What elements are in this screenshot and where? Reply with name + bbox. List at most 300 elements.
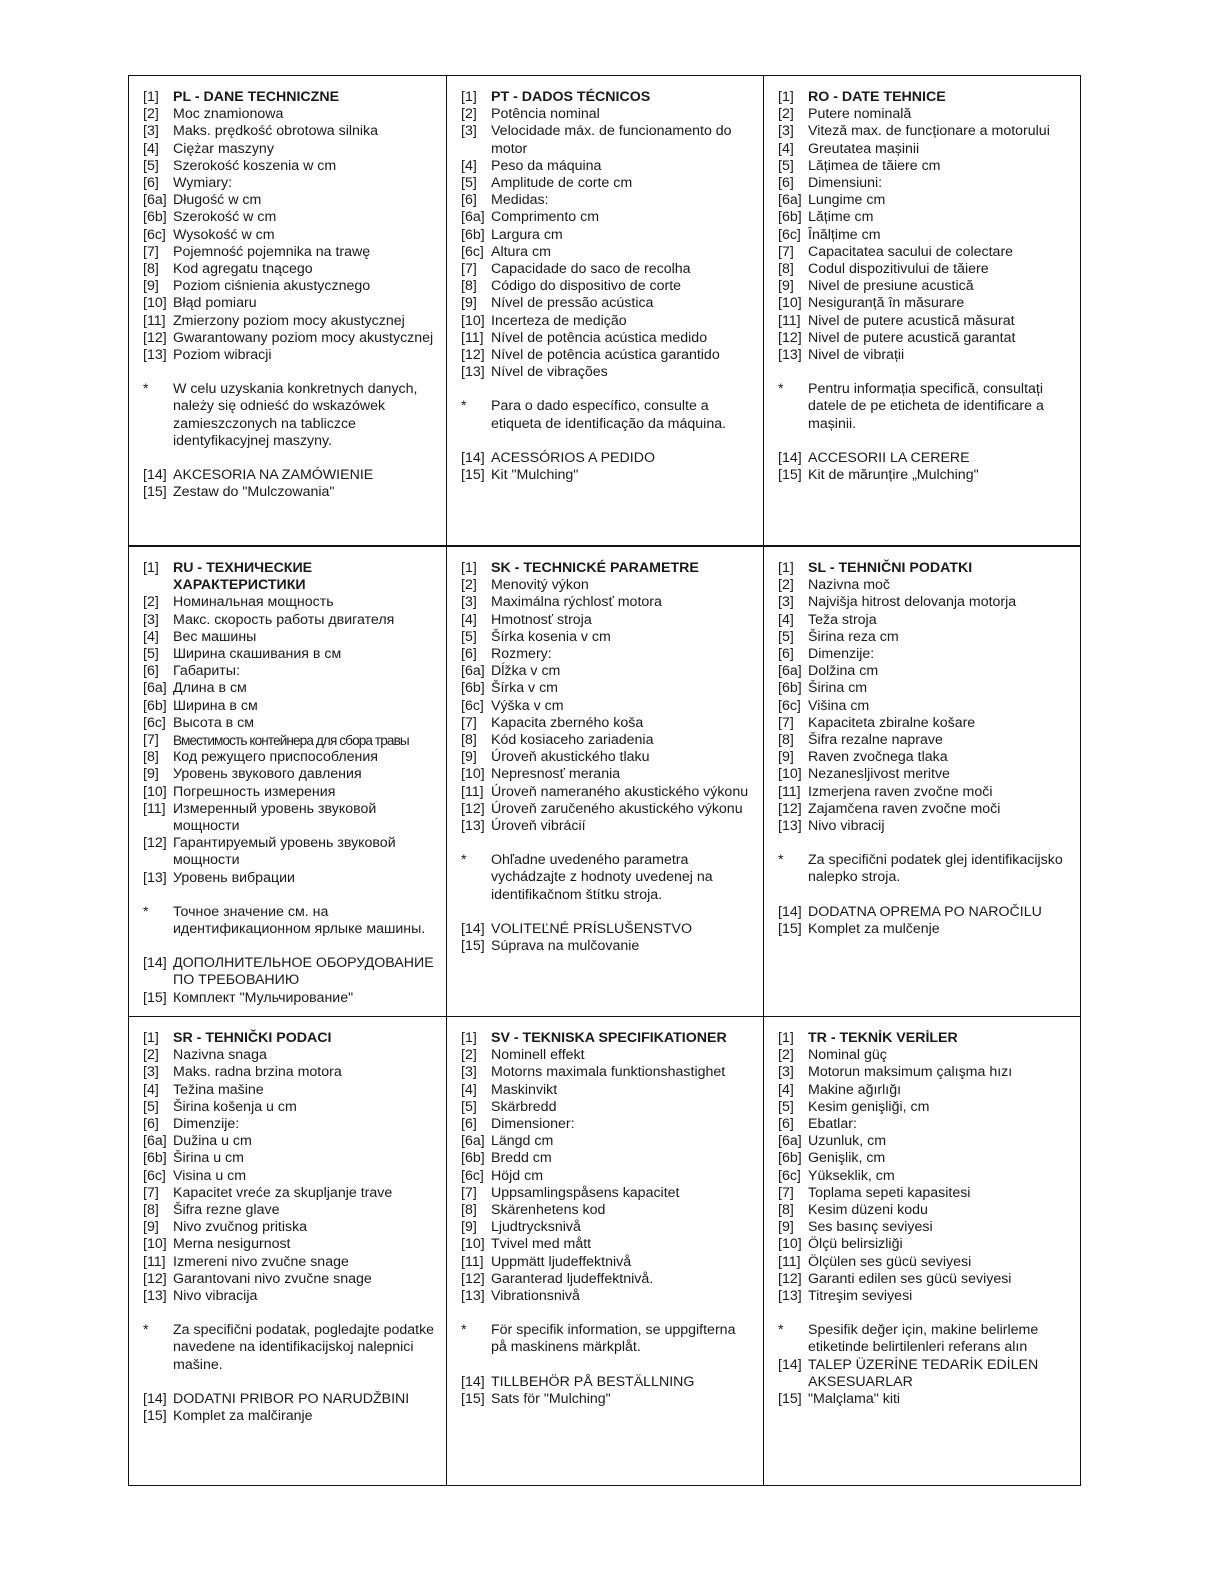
item-number: [1] [778, 89, 794, 105]
item-label: Úroveň nameraného akustického výkonu [491, 783, 749, 800]
item-label: Nazivna moč [808, 577, 891, 594]
spec-item [461, 766, 755, 783]
item-number: [8] [778, 261, 794, 278]
item-number: [8] [143, 1202, 159, 1219]
spec-item [143, 732, 438, 749]
item-number: [14] [461, 1373, 485, 1390]
spec-item [778, 1236, 1072, 1253]
item-number: [6c] [143, 1167, 166, 1184]
accessories-kit-line [461, 467, 755, 484]
item-label: Úroveň vibrácií [491, 818, 586, 835]
item-number: [6b] [778, 209, 802, 226]
item-number: [1] [143, 89, 159, 105]
spec-item [778, 1150, 1072, 1167]
spec-item [143, 295, 438, 312]
footnote-star: * [143, 903, 149, 920]
item-number: [8] [778, 732, 794, 749]
item-number: [13] [778, 818, 802, 835]
item-label: Titreşim seviyesi [808, 1288, 913, 1305]
spacer [461, 904, 755, 921]
item-label: Înălțime cm [808, 226, 881, 243]
item-label: Maks. radna brzina motora [173, 1064, 342, 1081]
spec-item [778, 313, 1072, 330]
item-number: [8] [461, 278, 477, 295]
item-number: [6c] [778, 1167, 801, 1184]
item-number: [6a] [461, 1133, 485, 1150]
item-number: [3] [461, 594, 477, 611]
item-label: Menovitý výkon [491, 577, 589, 594]
item-number: [11] [778, 783, 801, 800]
spec-item [778, 1133, 1072, 1150]
item-number: [2] [778, 1047, 794, 1064]
accessories-kit: Zestaw do "Mulczowania" [173, 484, 335, 501]
item-number: [13] [461, 364, 485, 381]
spec-item [461, 347, 755, 364]
item-number: [9] [778, 1219, 794, 1236]
item-number: [2] [143, 1047, 159, 1064]
item-label: Izmereni nivo zvučne snage [173, 1253, 349, 1270]
item-label: Višina cm [808, 697, 870, 714]
item-label: Nivel de vibrații [808, 347, 905, 364]
item-number: [12] [778, 1270, 802, 1287]
spec-item [778, 278, 1072, 295]
item-number: [7] [461, 1184, 477, 1201]
item-label: Zajamčena raven zvočne moči [808, 800, 1001, 817]
item-label: Вместимость контейнера для сбора травы [173, 733, 409, 749]
item-label: Макс. скорость работы двигателя [173, 611, 395, 628]
accessories-title: DODATNA OPREMA PO NAROČILU [808, 903, 1042, 920]
item-label: Dimenzije: [173, 1116, 240, 1133]
spec-item [778, 261, 1072, 278]
item-number: [14] [778, 1356, 802, 1373]
item-label: Уровень вибрации [173, 869, 295, 886]
item-label: Ölçülen ses gücü seviyesi [808, 1253, 972, 1270]
accessories-kit-line [143, 990, 438, 1007]
item-number: [12] [461, 800, 485, 817]
item-number: [13] [778, 347, 802, 364]
item-number: [6] [461, 646, 477, 663]
footnote-star: * [143, 381, 149, 398]
spec-item [143, 261, 438, 278]
item-label: Poziom wibracji [173, 347, 272, 364]
item-label: Ciężar maszyny [173, 140, 274, 157]
item-number: [1] [143, 1030, 159, 1046]
item-label: Kód kosiaceho zariadenia [491, 732, 654, 749]
item-label: Ширина в см [173, 697, 258, 714]
item-label: Vibrationsnivå [491, 1288, 580, 1305]
spec-item [461, 1150, 755, 1167]
spec-item [461, 612, 755, 629]
block-title-line [143, 1030, 438, 1047]
item-number: [15] [461, 1390, 485, 1407]
item-label: Zmierzony poziom mocy akustycznej [173, 312, 405, 329]
item-number: [5] [143, 157, 159, 174]
spec-item [143, 1047, 438, 1064]
item-label: Moc znamionowa [173, 106, 284, 123]
item-label: Długość w cm [173, 192, 262, 209]
spec-item [461, 1047, 755, 1064]
spec-item [461, 106, 755, 123]
item-number: [10] [143, 1236, 167, 1253]
spec-item [461, 1202, 755, 1219]
spec-item [778, 698, 1072, 715]
item-number: [15] [778, 1391, 802, 1408]
item-label: Вес машины [173, 628, 257, 645]
spec-item [778, 715, 1072, 732]
accessories-title-line [461, 1374, 755, 1391]
item-number: [14] [461, 449, 485, 466]
item-label: Lățimea de tăiere cm [808, 157, 941, 174]
item-number: [6] [143, 175, 159, 192]
accessories-title: TALEP ÜZERİNE TEDARİK EDİLEN AKSESUARLAR [808, 1356, 1039, 1390]
block-title: RO - DATE TEHNICE [808, 89, 946, 105]
block-title-line [461, 560, 755, 577]
item-label: Yükseklik, cm [808, 1167, 895, 1184]
item-number: [1] [461, 89, 477, 105]
item-number: [12] [461, 347, 485, 364]
item-number: [5] [461, 175, 477, 192]
accessories-title-line [778, 450, 1072, 467]
item-number: [6b] [143, 209, 167, 226]
item-number: [11] [461, 329, 484, 346]
block-title-line [778, 560, 1072, 577]
item-label: Błąd pomiaru [173, 295, 257, 312]
item-number: [7] [778, 243, 794, 260]
item-number: [9] [778, 749, 794, 766]
spec-item [778, 577, 1072, 594]
item-label: Номинальная мощность [173, 594, 334, 611]
item-number: [2] [778, 106, 794, 123]
item-label: Lățime cm [808, 209, 874, 226]
footnote [778, 381, 1072, 433]
spec-item [461, 715, 755, 732]
accessories-kit: Komplet za mulčenje [808, 920, 940, 937]
item-number: [6a] [778, 192, 802, 209]
item-number: [6b] [461, 680, 485, 697]
spec-item [778, 680, 1072, 697]
block-tr [763, 1017, 1080, 1485]
spec-item [461, 818, 755, 835]
block-title-line [143, 89, 438, 106]
item-number: [6b] [461, 1150, 485, 1167]
footnote-star: * [778, 852, 784, 869]
item-label: Hmotnosť stroja [491, 611, 592, 628]
item-label: Nivo vibracija [173, 1288, 258, 1305]
item-label: Šírka kosenia v cm [491, 628, 611, 645]
item-label: Uppmätt ljudeffektnivå [491, 1253, 632, 1270]
item-label: Širina košenja u cm [173, 1098, 297, 1115]
spec-item [143, 330, 438, 347]
item-number: [15] [778, 920, 802, 937]
item-number: [1] [143, 560, 159, 576]
block-title: PT - DADOS TÉCNICOS [491, 89, 651, 105]
item-label: Höjd cm [491, 1167, 544, 1184]
accessories-kit-line [778, 1391, 1072, 1408]
spec-item [778, 766, 1072, 783]
accessories-title: TILLBEHÖR PÅ BESTÄLLNING [491, 1373, 695, 1390]
accessories-title-line [461, 921, 755, 938]
item-label: Garanti edilen ses gücü seviyesi [808, 1270, 1012, 1287]
item-number: [14] [143, 467, 167, 484]
item-label: Nivel de putere acustică măsurat [808, 312, 1015, 329]
item-label: Dolžina cm [808, 663, 879, 680]
item-number: [10] [778, 766, 802, 783]
item-number: [13] [143, 1288, 167, 1305]
spec-item [143, 1219, 438, 1236]
spec-item [778, 784, 1072, 801]
item-number: [3] [461, 123, 477, 140]
accessories-kit-line [778, 921, 1072, 938]
item-label: Längd cm [491, 1133, 554, 1150]
spec-item [778, 612, 1072, 629]
footnote-star: * [778, 1322, 784, 1339]
item-number: [13] [778, 1288, 802, 1305]
item-number: [6] [461, 1116, 477, 1133]
spec-item [778, 629, 1072, 646]
block-title-line [461, 1030, 755, 1047]
spec-item [143, 594, 438, 611]
footnote-text: Para o dado específico, consulte a etiqueta de identificação da máquina. [491, 398, 727, 432]
spec-item [778, 158, 1072, 175]
spec-item [778, 1185, 1072, 1202]
spec-item [778, 1219, 1072, 1236]
item-number: [7] [143, 1184, 159, 1201]
item-number: [6c] [461, 243, 484, 260]
item-label: Motorun maksimum çalışma hızı [808, 1064, 1013, 1081]
footnote-star: * [461, 1322, 467, 1339]
spec-item [143, 646, 438, 663]
spec-item [461, 278, 755, 295]
spec-item [778, 1064, 1072, 1081]
item-number: [9] [143, 278, 159, 295]
item-number: [7] [778, 714, 794, 731]
item-number: [6] [778, 1116, 794, 1133]
spec-item [778, 1288, 1072, 1305]
spec-item [778, 646, 1072, 663]
spec-item [461, 629, 755, 646]
item-number: [11] [143, 1253, 166, 1270]
item-label: Comprimento cm [491, 209, 600, 226]
spec-item [461, 364, 755, 381]
spec-item [461, 594, 755, 611]
item-label: Nível de potência acústica garantido [491, 347, 720, 364]
spec-item [461, 1236, 755, 1253]
item-label: Codul dispozitivului de tăiere [808, 261, 989, 278]
item-label: Težina mašine [173, 1081, 264, 1098]
spec-item [143, 1116, 438, 1133]
item-number: [10] [461, 312, 485, 329]
item-number: [6] [461, 192, 477, 209]
item-number: [12] [461, 1270, 485, 1287]
footnote [143, 381, 438, 450]
spec-item [778, 1254, 1072, 1271]
item-label: Dimensiuni: [808, 175, 883, 192]
block-title-line [778, 1030, 1072, 1047]
item-label: Габариты: [173, 663, 240, 680]
spec-item [461, 1168, 755, 1185]
item-label: Ses basınç seviyesi [808, 1219, 933, 1236]
spacer [143, 1374, 438, 1391]
item-number: [3] [143, 611, 159, 628]
item-label: Genişlik, cm [808, 1150, 886, 1167]
item-number: [12] [778, 329, 802, 346]
spec-item [143, 227, 438, 244]
item-number: [7] [778, 1184, 794, 1201]
footnote-text: Spesifik değer için, makine belirleme etiketinde belirtilenleri referans alın [808, 1322, 1039, 1356]
spec-item [143, 663, 438, 680]
item-label: Dužina u cm [173, 1133, 252, 1150]
spec-item [778, 732, 1072, 749]
spec-item [143, 192, 438, 209]
item-number: [6a] [143, 1133, 167, 1150]
item-number: [4] [778, 611, 794, 628]
footnote [778, 1322, 1072, 1356]
item-number: [1] [778, 1030, 794, 1046]
block-sr [129, 1017, 446, 1485]
item-label: Kod agregatu tnącego [173, 261, 313, 278]
item-label: Длина в см [173, 680, 247, 697]
accessories-title-line [778, 904, 1072, 921]
item-label: Kesim düzeni kodu [808, 1202, 928, 1219]
footnote-star: * [461, 398, 467, 415]
spec-item [461, 1271, 755, 1288]
item-label: Toplama sepeti kapasitesi [808, 1184, 971, 1201]
item-number: [15] [143, 1408, 167, 1425]
item-number: [6] [778, 646, 794, 663]
table-row [129, 76, 1080, 547]
item-label: Largura cm [491, 226, 563, 243]
spec-item [461, 749, 755, 766]
item-number: [1] [778, 560, 794, 576]
footnote [143, 904, 438, 938]
item-label: Visina u cm [173, 1167, 247, 1184]
item-number: [8] [143, 749, 159, 766]
item-number: [4] [143, 140, 159, 157]
item-label: Tvivel med mått [491, 1236, 592, 1253]
spacer [778, 887, 1072, 904]
accessories-title: ДОПОЛНИТЕЛЬНОЕ ОБОРУДОВАНИЕ ПО ТРЕБОВАНИЮ [173, 955, 434, 989]
item-number: [5] [778, 1098, 794, 1115]
footnote-text: Za specifični podatak, pogledajte podatke navedene na identifikacijskoj nalepnici mašine. [173, 1322, 435, 1373]
spec-item [143, 1064, 438, 1081]
spec-item [143, 1150, 438, 1167]
item-label: Ebatlar: [808, 1116, 857, 1133]
item-label: Kapacita zberného koša [491, 714, 644, 731]
item-number: [15] [461, 467, 485, 484]
spec-item [461, 295, 755, 312]
item-label: Уровень звукового давления [173, 766, 362, 783]
footnote-text: Za specifični podatek glej identifikacijsko nalepko stroja. [808, 852, 1063, 886]
item-label: Raven zvočnega tlaka [808, 749, 948, 766]
spec-item [143, 835, 438, 869]
item-label: Medidas: [491, 192, 549, 209]
spec-item [143, 612, 438, 629]
accessories-kit-line [461, 1391, 755, 1408]
item-number: [6] [143, 1116, 159, 1133]
item-number: [15] [143, 989, 167, 1006]
block-sk [446, 547, 763, 1016]
table-row [129, 1017, 1080, 1485]
accessories-kit: "Malçlama" kiti [808, 1391, 901, 1408]
spec-item [143, 175, 438, 192]
spec-item [461, 784, 755, 801]
item-number: [12] [143, 329, 167, 346]
item-label: Maskinvikt [491, 1081, 558, 1098]
item-number: [6a] [461, 209, 485, 226]
item-label: Szerokość w cm [173, 209, 277, 226]
item-number: [13] [143, 347, 167, 364]
item-number: [5] [461, 628, 477, 645]
item-label: Dimensioner: [491, 1116, 575, 1133]
item-label: Výška v cm [491, 697, 564, 714]
spec-item [143, 801, 438, 835]
spec-item [461, 663, 755, 680]
spec-item [778, 818, 1072, 835]
item-number: [8] [461, 1202, 477, 1219]
item-number: [5] [143, 1098, 159, 1115]
spec-item [143, 870, 438, 887]
item-number: [11] [778, 1253, 801, 1270]
spec-item [778, 244, 1072, 261]
item-number: [6] [778, 175, 794, 192]
item-number: [14] [778, 903, 802, 920]
spec-item [778, 1116, 1072, 1133]
accessories-title: DODATNI PRIBOR PO NARUDŽBINI [173, 1390, 410, 1407]
item-label: Širina cm [808, 680, 868, 697]
spec-item [143, 698, 438, 715]
spec-item [461, 1082, 755, 1099]
item-number: [6a] [143, 192, 167, 209]
footnote-text: Ohľadne uvedeného parametra vychádzajte z hodnoty uvedenej na identifikačnom štítku stroja. [491, 852, 713, 903]
item-number: [6c] [461, 1167, 484, 1184]
item-label: Nominell effekt [491, 1047, 585, 1064]
spec-item [461, 227, 755, 244]
item-number: [5] [778, 157, 794, 174]
item-number: [6c] [778, 226, 801, 243]
item-number: [13] [461, 1288, 485, 1305]
item-number: [6a] [461, 663, 485, 680]
spec-item [461, 192, 755, 209]
spec-item [143, 680, 438, 697]
item-number: [6b] [461, 226, 485, 243]
item-number: [13] [143, 869, 167, 886]
item-label: Dĺžka v cm [491, 663, 561, 680]
spec-item [778, 175, 1072, 192]
item-label: Nezanesljivost meritve [808, 766, 950, 783]
item-label: Garanterad ljudeffektnivå. [491, 1270, 654, 1287]
spec-item [143, 1236, 438, 1253]
item-label: Lungime cm [808, 192, 886, 209]
spec-item [778, 141, 1072, 158]
accessories-title-line [461, 450, 755, 467]
item-number: [5] [778, 628, 794, 645]
spacer [143, 938, 438, 955]
item-label: Úroveň zaručeného akustického výkonu [491, 800, 743, 817]
item-number: [2] [778, 577, 794, 594]
item-number: [3] [461, 1064, 477, 1081]
item-number: [6a] [778, 1133, 802, 1150]
item-number: [4] [461, 611, 477, 628]
block-title-line [778, 89, 1072, 106]
spec-item [143, 1271, 438, 1288]
item-label: Peso da máquina [491, 157, 602, 174]
spec-item [143, 1099, 438, 1116]
item-number: [6c] [778, 697, 801, 714]
item-label: Velocidade máx. de funcionamento do motor [491, 123, 732, 157]
spec-item [461, 646, 755, 663]
block-pt [446, 76, 763, 545]
block-title-line [461, 89, 755, 106]
